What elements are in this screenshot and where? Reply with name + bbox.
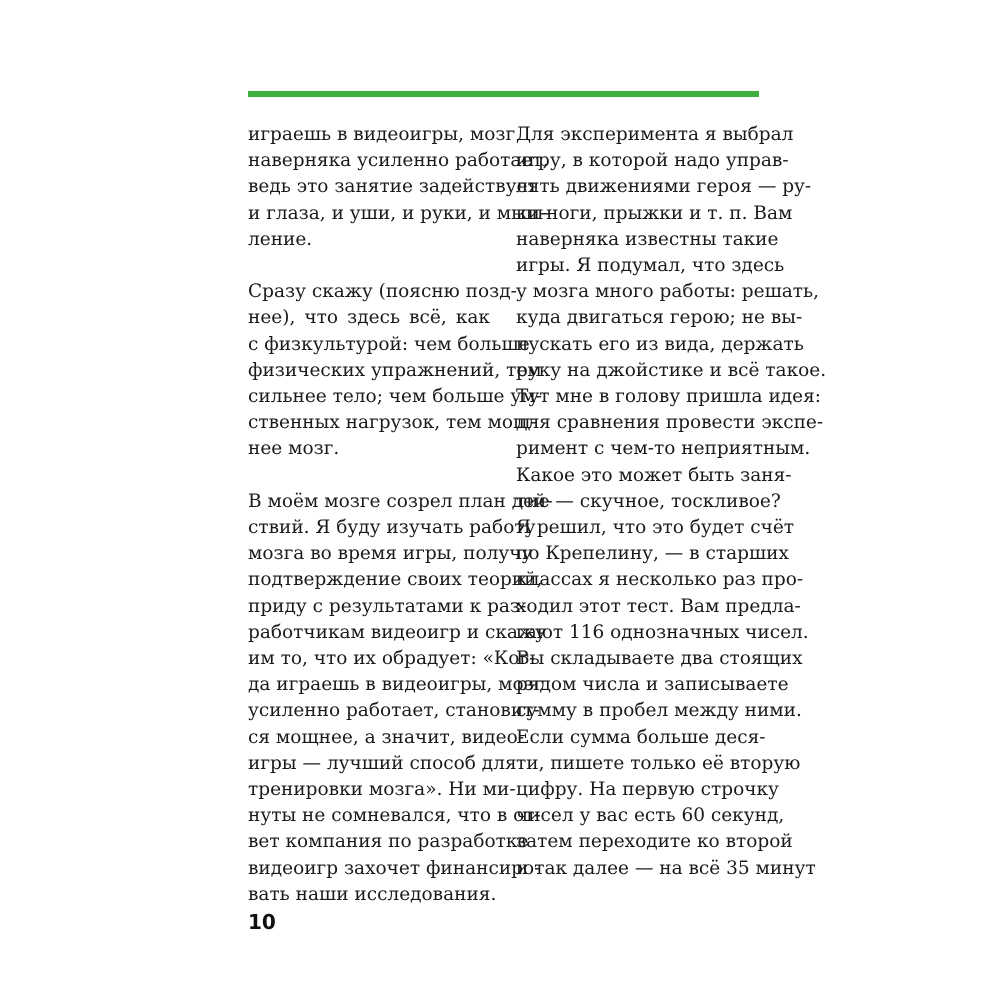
text-line: Вы складываете два стоящих bbox=[516, 648, 803, 670]
text-line: усиленно работает, становит- bbox=[248, 700, 540, 722]
text-line: Сразу скажу (поясню позд- bbox=[248, 281, 517, 303]
text-line: чисел у вас есть 60 секунд, bbox=[516, 805, 785, 827]
text-line: сильнее тело; чем больше ум- bbox=[248, 386, 542, 408]
text-line: ки-ноги, прыжки и т. п. Вам bbox=[516, 202, 793, 224]
text-line: им то, что их обрадует: «Ког- bbox=[248, 648, 536, 670]
text-line: римент с чем-то неприятным. bbox=[516, 438, 811, 460]
text-line: и так далее — на всё 35 минут bbox=[516, 857, 816, 879]
text-line: нее мозг. bbox=[248, 438, 340, 460]
paragraph-gap bbox=[248, 463, 490, 489]
top-green-rule bbox=[248, 91, 759, 97]
right-text-column bbox=[516, 122, 827, 882]
text-line: затем переходите ко второй bbox=[516, 831, 793, 853]
text-line: Какое это может быть заня- bbox=[516, 464, 792, 486]
text-line: ственных нагрузок, тем мощ- bbox=[248, 412, 537, 434]
text-line: наверняка усиленно работает, bbox=[248, 150, 549, 172]
text-line: игры. Я подумал, что здесь bbox=[516, 255, 785, 277]
text-line: тие — скучное, тоскливое? bbox=[516, 490, 781, 512]
page-number: 10 bbox=[248, 910, 276, 934]
text-line: по Крепелину, — в старших bbox=[516, 543, 789, 565]
text-line: нуты не сомневался, что в от- bbox=[248, 805, 541, 827]
text-line: куда двигаться герою; не вы- bbox=[516, 307, 803, 329]
text-line: физических упражнений, тем bbox=[248, 359, 542, 381]
paragraph-gap bbox=[248, 253, 490, 279]
text-line: ление. bbox=[248, 228, 313, 250]
text-line: приду с результатами к раз- bbox=[248, 595, 527, 617]
text-line: у мозга много работы: решать, bbox=[516, 281, 819, 303]
text-line: тренировки мозга». Ни ми- bbox=[248, 779, 516, 801]
text-line: мозга во время игры, получу bbox=[248, 543, 533, 565]
text-line: цифру. На первую строчку bbox=[516, 779, 779, 801]
text-line: игру, в которой надо управ- bbox=[516, 150, 789, 172]
text-line: ствий. Я буду изучать работу bbox=[248, 517, 536, 539]
text-line: нее), что здесь всё, как bbox=[248, 307, 490, 329]
text-line: ся мощнее, а значит, видео- bbox=[248, 726, 525, 748]
text-line: Тут мне в голову пришла идея: bbox=[516, 386, 822, 408]
text-line: сумму в пробел между ними. bbox=[516, 700, 802, 722]
text-line: лять движениями героя — ру- bbox=[516, 176, 812, 198]
text-line: работчикам видеоигр и скажу bbox=[248, 621, 546, 643]
text-line: ведь это занятие задействует bbox=[248, 176, 538, 198]
text-line: гают 116 однозначных чисел. bbox=[516, 621, 809, 643]
text-line: для сравнения провести экспе- bbox=[516, 412, 824, 434]
text-line: пускать его из вида, держать bbox=[516, 333, 804, 355]
text-line: и глаза, и уши, и руки, и мыш- bbox=[248, 202, 550, 224]
text-line: Для эксперимента я выбрал bbox=[516, 124, 794, 145]
text-line: видеоигр захочет финансиро- bbox=[248, 857, 541, 879]
text-line: Я решил, что это будет счёт bbox=[516, 517, 795, 539]
text-line: руку на джойстике и всё такое. bbox=[516, 359, 827, 381]
text-line: подтверждение своих теорий, bbox=[248, 569, 543, 591]
text-line: ходил этот тест. Вам предла- bbox=[516, 595, 801, 617]
text-line: вать наши исследования. bbox=[248, 883, 497, 905]
text-line: играешь в видеоигры, мозг bbox=[248, 124, 516, 145]
text-line: с физкультурой: чем больше bbox=[248, 333, 530, 355]
text-line: да играешь в видеоигры, мозг bbox=[248, 674, 544, 696]
text-line: наверняка известны такие bbox=[516, 228, 779, 250]
text-line: рядом числа и записываете bbox=[516, 674, 789, 696]
left-text-column bbox=[248, 122, 553, 908]
text-line: Если сумма больше деся- bbox=[516, 726, 766, 748]
text-line: В моём мозге созрел план дей- bbox=[248, 490, 553, 512]
text-line: классах я несколько раз про- bbox=[516, 569, 804, 591]
text-line: ти, пишете только её вторую bbox=[516, 752, 801, 774]
text-line: вет компания по разработке bbox=[248, 831, 529, 853]
text-line: игры — лучший способ для bbox=[248, 752, 517, 774]
